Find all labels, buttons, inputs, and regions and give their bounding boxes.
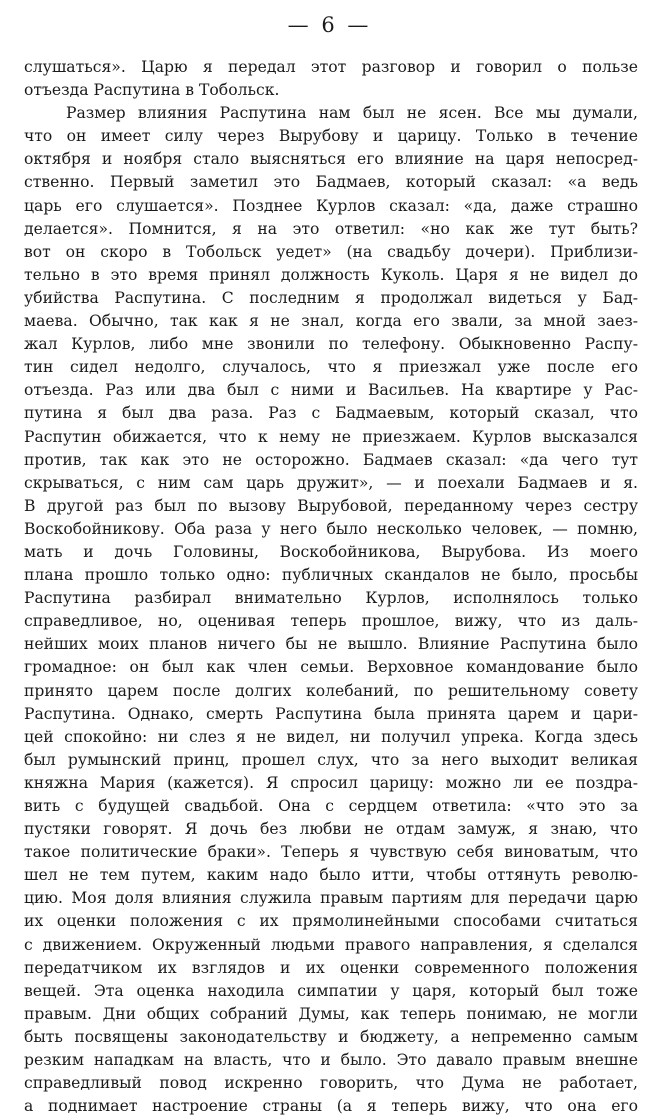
text-line: их оценки положения с их прямолинейными способами считаться [24, 912, 638, 931]
text-line: царь его слушается». Позднее Курлов сказал: «да, даже страшно [24, 196, 638, 215]
text-line: принято царем после долгих колебаний, по решительному совету [24, 681, 638, 700]
text-line: шел не тем путем, каким надо было итти, чтобы оттянуть револю- [24, 866, 638, 885]
text-line: мать и дочь Головины, Воскобойникова, Вырубова. Из моего [24, 542, 638, 561]
text-line: убийства Распутина. С последним я продолжал видеться у Бад- [24, 288, 638, 307]
text-line: был румынский принц, прошел слух, что за него выходит великая [24, 750, 638, 769]
text-line: вить с будущей свадьбой. Она с сердцем ответила: «что это за [24, 797, 638, 815]
page-number: — 6 — [287, 13, 372, 37]
body-text [24, 56, 638, 1118]
text-line: плана прошло только одно: публичных скандалов не было, просьбы [24, 566, 638, 585]
text-line: делается». Помнится, я на это ответил: «но как же тут быть? [24, 219, 638, 238]
text-line: Воскобойникову. Оба раза у него было несколько человек, — помню, [24, 519, 638, 538]
text-line: Распутин обижается, что к нему не приезжаем. Курлов высказался [24, 427, 638, 446]
text-line: слушаться». Царю я передал этот разговор и говорил о пользе [24, 58, 638, 76]
text-line: цей спокойно: ни слез я не видел, ни получил упрека. Когда здесь [24, 727, 638, 746]
text-line: отъезда Распутина в Тобольск. [24, 81, 280, 100]
text-line: скрываться, с ним сам царь дружит», — и поехали Бадмаев и я. [24, 473, 638, 492]
text-line: громадное: он был как член семьи. Верховное командование было [24, 658, 638, 677]
text-line: тин сидел недолго, случалось, что я приезжал уже после его [24, 358, 638, 377]
text-line: а поднимает настроение страны (а я теперь вижу, что она его [24, 1097, 638, 1116]
text-line: маева. Обычно, так как я не знал, когда его звали, за мной заез- [24, 312, 638, 331]
text-line: такое политические браки». Теперь я чувствую себя виноватым, что [24, 843, 638, 862]
text-line: октября и ноября стало выясняться его влияние на царя непосред- [24, 150, 638, 169]
text-line: цию. Моя доля влияния служила правым партиям для передачи царю [24, 889, 638, 908]
text-line: справедливое, но, оценивая теперь прошлое, вижу, что из даль- [24, 612, 638, 631]
text-line: против, так как это не осторожно. Бадмаев сказал: «да чего тут [24, 450, 638, 469]
text-line: Распутина. Однако, смерть Распутина была принята царем и цари- [24, 704, 638, 723]
text-line: вещей. Эта оценка находила симпатии у царя, который был тоже [24, 981, 638, 1000]
text-line: резким нападкам на власть, что и было. Это давало правым внешне [24, 1051, 638, 1070]
text-line: Распутина разбирал внимательно Курлов, исполнялось только [24, 589, 638, 608]
text-line: передатчиком их взглядов и их оценки современного положения [24, 958, 638, 977]
text-line: тельно в это время принял должность Куколь. Царя я не видел до [24, 265, 638, 284]
text-line: справедливый повод искренно говорить, что Дума не работает, [24, 1074, 638, 1093]
text-line: княжна Мария (кажется). Я спросил царицу: можно ли ее поздра- [24, 773, 638, 792]
text-line: В другой раз был по вызову Вырубовой, переданному через сестру [24, 496, 638, 515]
text-line: правым. Дни общих собраний Думы, как теперь понимаю, не могли [24, 1004, 638, 1023]
text-line: быть посвящены законодательству и бюджету, а непременно самым [24, 1027, 638, 1046]
text-line: отъезда. Раз или два был с ними и Васильев. На квартире у Рас- [24, 381, 638, 400]
text-line: нейших моих планов ничего бы не вышло. Влияние Распутина было [24, 635, 638, 654]
text-line: ственно. Первый заметил это Бадмаев, который сказал: «а ведь [24, 173, 638, 192]
text-line: путина я был два раза. Раз с Бадмаевым, который сказал, что [24, 404, 638, 423]
text-line: что он имеет силу через Вырубову и царицу. Только в течение [24, 127, 638, 146]
text-line: Размер влияния Распутина нам был не ясен. Все мы думали, [66, 104, 638, 123]
text-line: жал Курлов, либо мне звонили по телефону. Обыкновенно Распу- [24, 335, 638, 354]
text-line: вот он скоро в Тобольск уедет» (на свадьбу дочери). Приблизи- [24, 242, 638, 261]
text-line: пустяки говорят. Я дочь без любви не отдам замуж, я знаю, что [24, 820, 638, 839]
text-line: с движением. Окруженный людьми правого направления, я сделался [24, 935, 638, 954]
